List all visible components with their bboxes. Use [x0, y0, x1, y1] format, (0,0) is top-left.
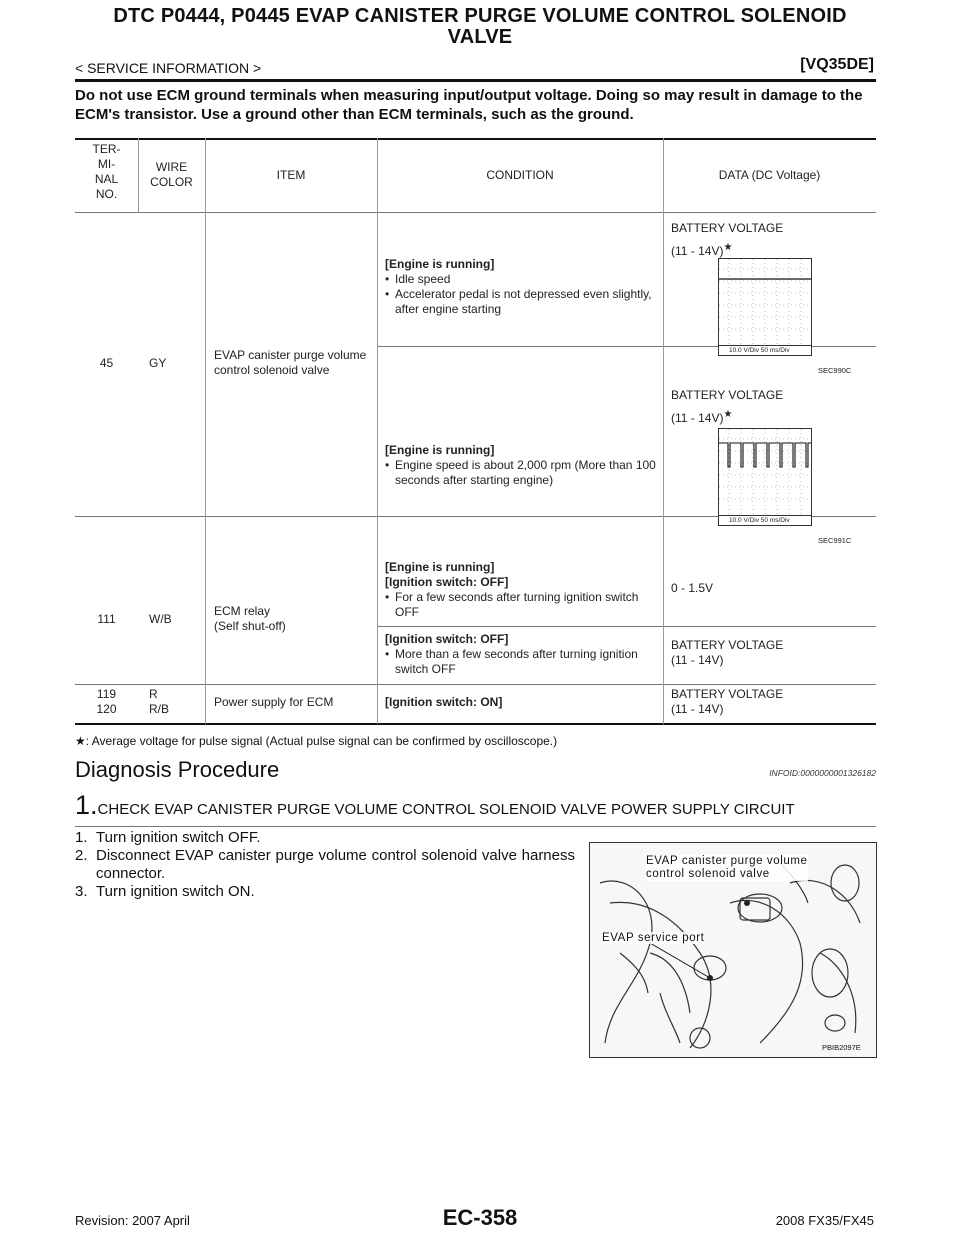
footnote: ★: Average voltage for pulse signal (Actual pulse signal can be confirmed by oscilloscope.): [75, 734, 558, 748]
data-0-1.5v: 0 - 1.5V: [671, 581, 714, 595]
engine-bay-photo: [589, 842, 877, 1058]
caution-note: Do not use ECM ground terminals when measuring input/output voltage. Doing so may result in damage to the ECM's transistor. Use a ground other than ECM terminals, such as the ground.: [75, 87, 863, 123]
item-ecm-power: Power supply for ECM: [214, 695, 334, 709]
callout-purge-valve: EVAP canister purge volume control solenoid valve: [646, 855, 808, 880]
procedure-steps: [75, 829, 575, 901]
section-breadcrumb: < SERVICE INFORMATION >: [75, 60, 262, 76]
header-rule: [75, 79, 876, 82]
star-icon: ★: [723, 409, 733, 420]
data-battery-voltage-relay: BATTERY VOLTAGE (11 - 14V): [671, 638, 784, 667]
data-battery-voltage-idle: BATTERY VOLTAGE (11 - 14V)★: [671, 221, 784, 258]
item-ecm-relay: ECM relay (Self shut-off): [214, 604, 286, 633]
page-title: DTC P0444, P0445 EVAP CANISTER PURGE VOLUME CONTROL SOLENOID VALVE: [113, 5, 847, 48]
condition-ign-off-short: [Engine is running] [Ignition switch: OFF] • For a few seconds after turning ignition switch OFF: [385, 560, 657, 620]
info-id: INFOID:0000000001326182: [769, 768, 876, 778]
header-terminal: TER- MI- NAL NO.: [92, 142, 121, 201]
data-battery-voltage-ecm: BATTERY VOLTAGE (11 - 14V): [671, 687, 784, 716]
wire-r-rb: R R/B: [149, 687, 170, 716]
engine-model: [VQ35DE]: [800, 56, 874, 73]
condition-2000rpm: [Engine is running] • Engine speed is about 2,000 rpm (More than 100 seconds after starting engine): [385, 443, 657, 488]
oscilloscope-2000rpm: 10.0 V/Div 50 ms/Div: [718, 428, 812, 526]
list-item: 2. Disconnect EVAP canister purge volume control solenoid valve harness connector.: [75, 847, 575, 882]
wire-gy: GY: [149, 356, 167, 370]
list-item: 3. Turn ignition switch ON.: [75, 883, 255, 900]
waveform-idle: [719, 259, 811, 345]
star-icon: ★: [75, 734, 86, 748]
terminal-119-120: 119 120: [96, 687, 117, 716]
data-battery-voltage-2000rpm: BATTERY VOLTAGE (11 - 14V)★: [671, 388, 784, 425]
star-icon: ★: [723, 242, 733, 253]
terminal-45: 45: [99, 356, 114, 370]
header-wire-color: WIRE COLOR: [150, 160, 193, 189]
figure-code-pbib2097e: PBIB2097E: [822, 1043, 861, 1052]
step-rule: [75, 826, 876, 827]
diagnosis-heading: Diagnosis Procedure: [75, 757, 280, 782]
terminal-111: 111: [97, 612, 116, 626]
header-data: DATA (DC Voltage): [718, 168, 821, 182]
figure-code-sec990c: SEC990C: [818, 366, 852, 375]
figure-code-sec991c: SEC991C: [818, 536, 852, 545]
item-purge-valve: EVAP canister purge volume control solenoid valve: [214, 348, 367, 377]
callout-service-port: EVAP service port: [602, 932, 705, 944]
condition-ign-off-long: [Ignition switch: OFF] • More than a few seconds after turning ignition switch OFF: [385, 632, 657, 677]
list-item: 1. Turn ignition switch OFF.: [75, 829, 261, 846]
footer-revision: Revision: 2007 April: [75, 1213, 190, 1228]
step-1-heading: 1.CHECK EVAP CANISTER PURGE VOLUME CONTROL SOLENOID VALVE POWER SUPPLY CIRCUIT: [75, 790, 795, 820]
oscilloscope-idle: 10.0 V/Div 50 ms/Div: [718, 258, 812, 356]
condition-ign-on: [Ignition switch: ON]: [385, 695, 503, 709]
header-condition: CONDITION: [486, 168, 554, 182]
terminal-data-table: [75, 138, 876, 724]
waveform-2000rpm: [719, 429, 811, 515]
header-item: ITEM: [276, 168, 306, 182]
condition-idle: [Engine is running] • Idle speed • Accelerator pedal is not depressed even slightly, after engine starting: [385, 257, 657, 317]
wire-wb: W/B: [149, 612, 172, 626]
footer-model: 2008 FX35/FX45: [775, 1213, 874, 1228]
page-number: EC-358: [442, 1205, 518, 1230]
